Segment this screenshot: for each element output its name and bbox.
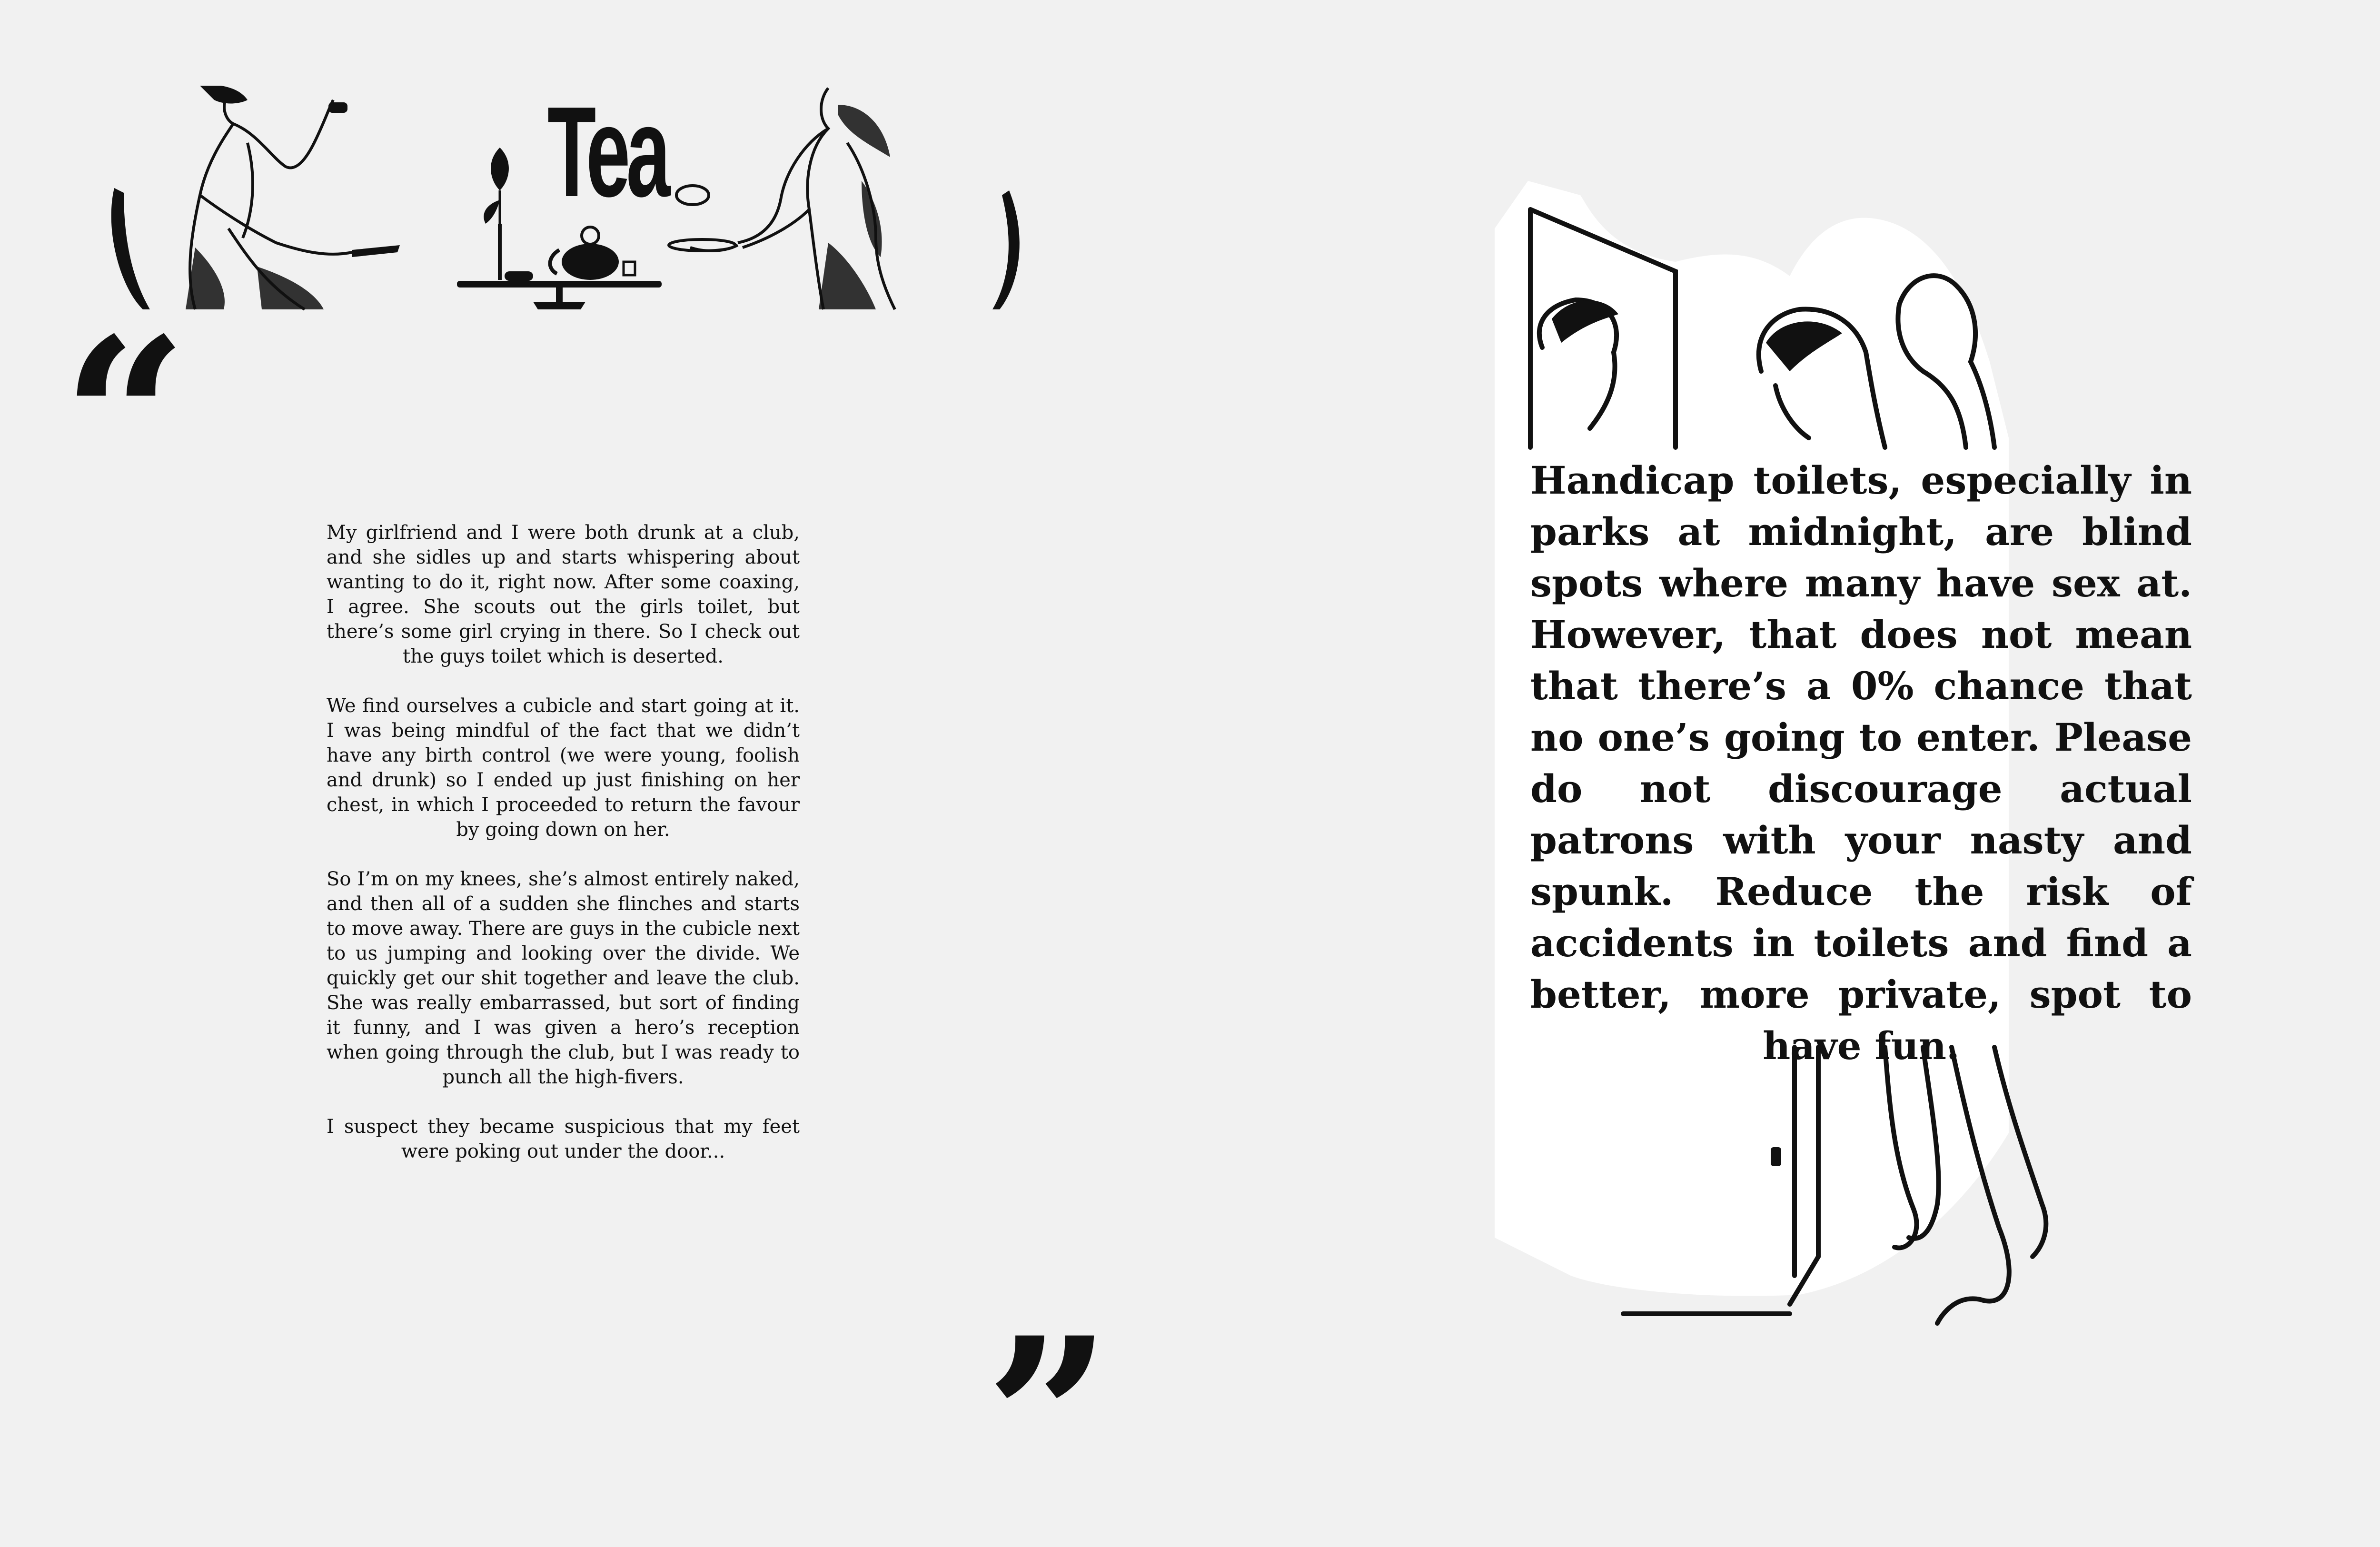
- close-quote-mark: ”: [985, 1290, 1111, 1547]
- story-paragraph: We find ourselves a cubicle and start going at it. I was being mindful of the fact that we didn’t have any birth control (we were young, foolish and drunk) so I ended up just finishing on her chest, in which I proceeded to return the favour by going down on her.: [327, 695, 800, 841]
- story-paragraph: So I’m on my knees, she’s almost entirely naked, and then all of a sudden she flinches and starts to move away. There are guys in the cubicle next to us jumping and looking over the divide. We quickly get our shit together and leave the club. She was really embarrassed, but sort of finding it funny, and I was given a hero’s reception when going through the club, but I was ready to punch all the high-fivers.: [327, 868, 800, 1088]
- callout-advice-text: Handicap toilets, especially in parks at midnight, are blind spots where many have sex at. However, that does not mean that there’s a 0% chance that no one’s going to enter. Please do not discourage actual patrons with your nasty and spunk. Reduce the risk of accidents in toilets and find a better, more private, spot to have fun.: [1530, 458, 2192, 1068]
- open-quote-mark: “: [62, 290, 188, 547]
- section-title: Tea: [547, 80, 666, 224]
- story-paragraph: I suspect they became suspicious that my feet were poking out under the door...: [327, 1116, 800, 1162]
- story-paragraph: My girlfriend and I were both drunk at a club, and she sidles up and starts whispering about wanting to do it, right now. After some coaxing, I agree. She scouts out the girls toilet, but there’s some girl crying in there. So I check out the guys toilet which is deserted.: [327, 522, 800, 667]
- confession-story: [327, 520, 800, 1189]
